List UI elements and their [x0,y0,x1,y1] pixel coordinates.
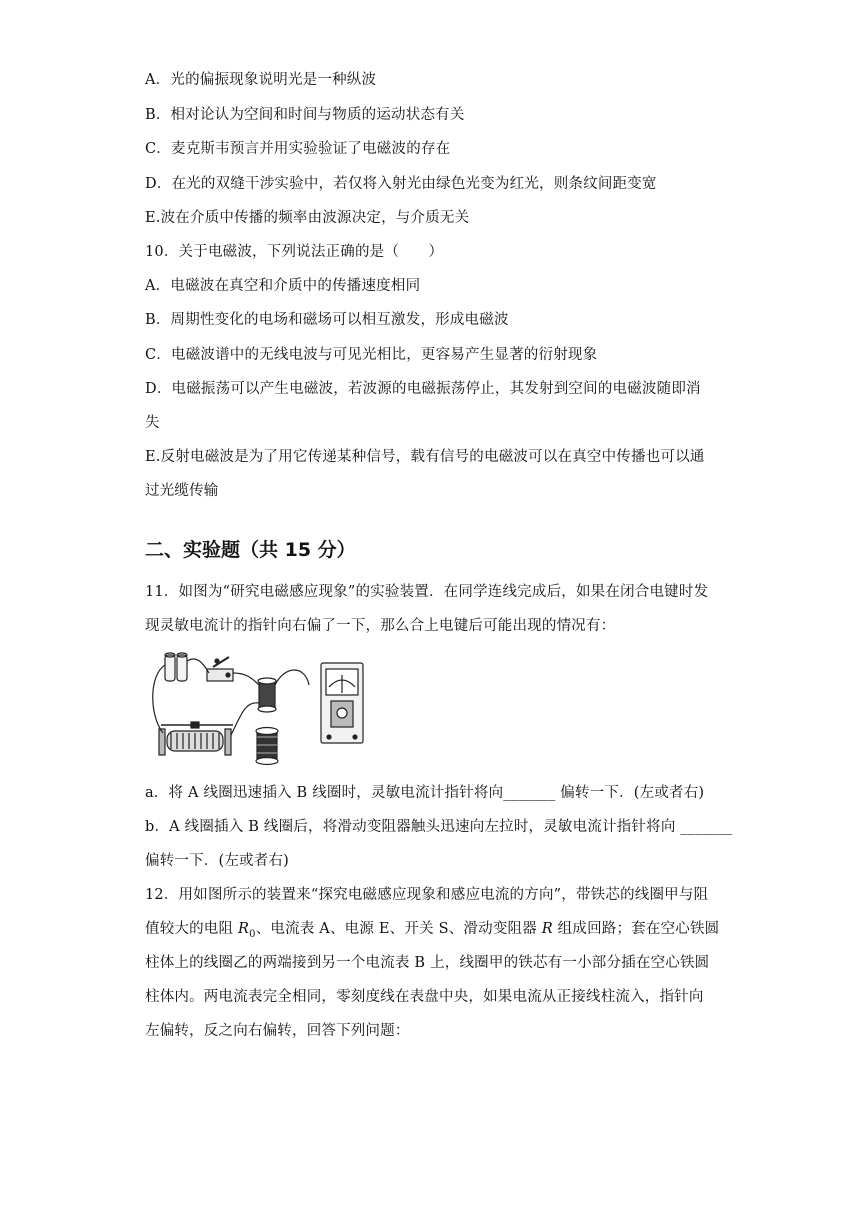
q11-stem-line1: 11．如图为“研究电磁感应现象”的实验装置．在同学连线完成后，如果在闭合电键时发 [145,584,709,600]
q9-option-a: A．光的偏振现象说明光是一种纵波 [145,72,377,88]
q12-line4: 柱体内。两电流表完全相同，零刻度线在表盘中央，如果电流从正接线柱流入，指针向 [145,989,704,1005]
q10-option-e-cont: 过光缆传输 [145,483,219,499]
rheostat-icon [159,722,233,755]
q10-option-d: D．电磁振荡可以产生电磁波，若波源的电磁振荡停止，其发射到空间的电磁波随即消 [145,381,701,397]
q12-line5: 左偏转，反之向右偏转，回答下列问题： [145,1023,410,1039]
battery-icon [165,653,187,681]
q11-part-b-line2: 偏转一下．(左或者右) [145,853,290,869]
galvanometer-icon [321,663,363,743]
q11-part-b-line1: b．A 线圈插入 B 线圈后，将滑动变阻器触头迅速向左拉时，灵敏电流计指针将向 _______ [145,819,733,835]
q10-option-b: B．周期性变化的电场和磁场可以相互激发，形成电磁波 [145,312,509,328]
q9-option-b: B．相对论认为空间和时间与物质的运动状态有关 [145,107,465,123]
q10-option-d-cont: 失 [145,415,160,431]
switch-icon [207,657,233,681]
q12-line3: 柱体上的线圈乙的两端接到另一个电流表 B 上，线圈甲的铁芯有一小部分插在空心铁圆 [145,955,710,971]
q9-option-d: D．在光的双缝干涉实验中，若仅将入射光由绿色光变为红光，则条纹间距变宽 [145,176,657,192]
section-heading: 二、实验题（共 15 分） [145,539,356,561]
q9-option-c: C．麦克斯韦预言并用实验验证了电磁波的存在 [145,141,451,157]
q10-option-e: E.反射电磁波是为了用它传递某种信号，载有信号的电磁波可以在真空中传播也可以通 [145,449,705,465]
coil-b-icon [256,728,278,765]
coil-a-icon [258,678,276,712]
q10-option-c: C．电磁波谱中的无线电波与可见光相比，更容易产生显著的衍射现象 [145,347,598,363]
q10-option-a: A．电磁波在真空和介质中的传播速度相同 [145,278,421,294]
q12-line1: 12．用如图所示的装置来“探究电磁感应现象和感应电流的方向”，带铁芯的线圈甲与阻 [145,887,709,903]
apparatus-figure [145,645,370,770]
q11-stem-line2: 现灵敏电流计的指针向右偏了一下，那么合上电键后可能出现的情况有： [145,618,616,634]
q11-part-a: a．将 A 线圈迅速插入 B 线圈时，灵敏电流计指针将向_______ 偏转一下．(左或者右) [145,785,705,801]
q10-stem: 10．关于电磁波，下列说法正确的是（ ） [145,244,444,260]
q9-option-e: E.波在介质中传播的频率由波源决定，与介质无关 [145,210,470,226]
q12-line2: 值较大的电阻 $R_0$、电流表 A、电源 E、开关 S、滑动变阻器 R 组成回路；套在空心铁圆 [145,921,720,940]
